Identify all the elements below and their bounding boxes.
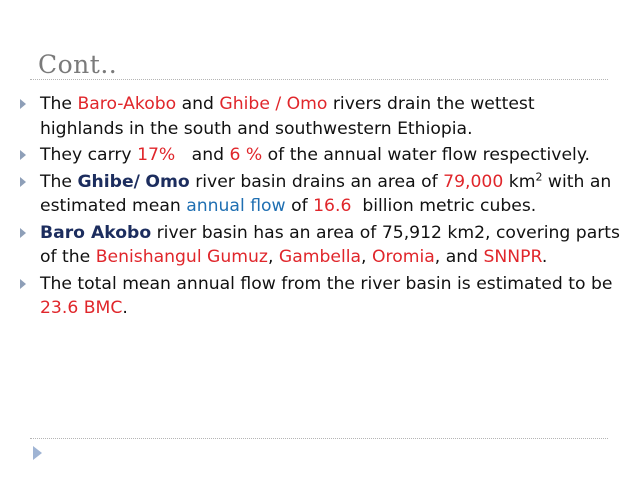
text: , and <box>434 247 484 267</box>
area-highlight: 79,000 <box>443 171 504 192</box>
text: river basin has an area of 75,912 km2, covering parts of the <box>40 222 621 267</box>
superscript: 2 <box>535 169 543 183</box>
text: , <box>267 247 279 267</box>
text: billion metric cubes. <box>351 196 537 216</box>
bullet-item <box>0 221 638 270</box>
bullet-arrow-icon <box>20 99 26 109</box>
bullet-item <box>0 272 638 321</box>
corner-arrow-icon <box>33 446 42 460</box>
text: They carry <box>40 145 138 165</box>
river-name-bold: Omo <box>145 171 190 192</box>
text: . <box>122 298 128 318</box>
text: and <box>176 94 220 114</box>
text: The <box>40 171 78 192</box>
text: of the annual water flow respectively. <box>262 145 591 165</box>
bullet-item <box>0 92 638 141</box>
bullet-arrow-icon <box>20 279 26 289</box>
text: rivers drain the wettest highlands in the south and southwestern Ethiopia. <box>40 94 535 139</box>
bullet-arrow-icon <box>20 228 26 238</box>
river-name-highlight: Ghibe / Omo <box>219 94 328 114</box>
bullet-item <box>0 143 638 168</box>
footer-divider <box>30 438 608 439</box>
bullet-arrow-icon <box>20 177 26 187</box>
slide-title: Cont.. <box>38 50 118 79</box>
river-name-bold: Ghibe/ <box>77 171 140 192</box>
region-highlight: Gambella <box>278 247 362 267</box>
flow-value-highlight: 16.6 <box>313 196 352 216</box>
river-name-bold: Baro Akobo <box>40 222 152 243</box>
bmc-highlight: 23.6 BMC <box>40 298 123 318</box>
text: The <box>40 94 78 114</box>
text: . <box>541 247 548 267</box>
bullet-item <box>0 170 638 219</box>
annual-flow-highlight: annual flow <box>186 196 286 216</box>
text: with an estimated mean <box>40 171 612 216</box>
percent-highlight: 17% <box>137 145 176 165</box>
region-highlight: SNNPR <box>483 247 542 267</box>
text: , <box>361 247 372 267</box>
river-name-highlight: Baro-Akobo <box>77 94 177 114</box>
region-highlight: Oromia <box>371 247 435 267</box>
text: of <box>285 196 314 216</box>
bullet-arrow-icon <box>20 150 26 160</box>
text: and <box>175 145 230 165</box>
region-highlight: Benishangul Gumuz <box>95 247 268 267</box>
text: river basin drains an area of <box>189 171 444 192</box>
percent-highlight: 6 % <box>229 145 263 165</box>
title-divider <box>30 79 608 80</box>
bullet-list <box>0 92 638 323</box>
text: The total mean annual flow from the river basin is estimated to be <box>40 273 613 294</box>
unit: km <box>503 171 536 192</box>
